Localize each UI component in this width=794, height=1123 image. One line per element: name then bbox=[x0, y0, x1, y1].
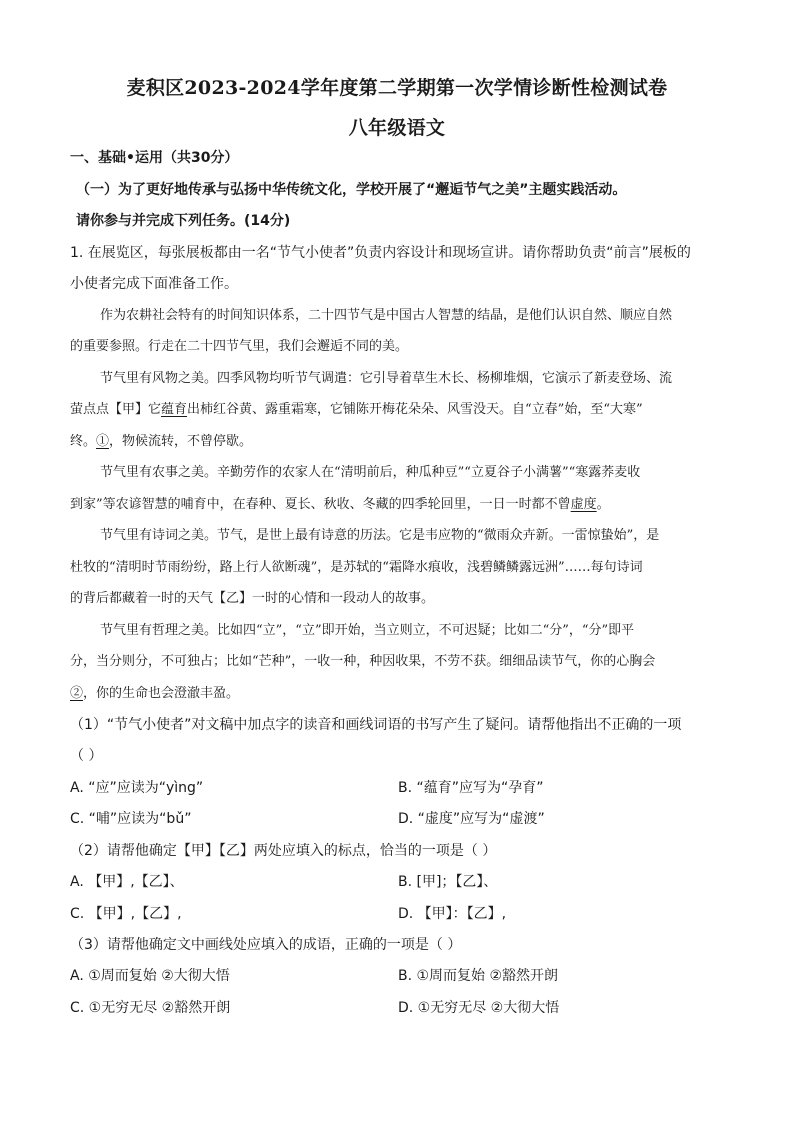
exam-title: 麦积区2023-2024学年度第二学期第一次学情诊断性检测试卷 bbox=[126, 77, 668, 99]
passage-p2-line-2 bbox=[70, 400, 643, 420]
passage-p5-line-3 bbox=[70, 684, 239, 704]
passage-p1-line-2: 的重要参照。行走在二十四节气里，我们会邂逅不同的美。 bbox=[70, 339, 409, 354]
q1-intro-line-1: 1. 在展览区，每张展板都由一名“节气小使者”负责内容设计和现场宣讲。请你帮助负责“前言”展板的 bbox=[70, 245, 691, 261]
passage-text: ，物候流转，不曾停歇。 bbox=[109, 434, 253, 449]
option-b[interactable]: B. [甲]；【乙】、 bbox=[398, 874, 498, 890]
passage-p3-line-2 bbox=[70, 495, 610, 515]
option-d[interactable]: D. “虚度”应写为“虚渡” bbox=[398, 811, 545, 827]
passage-p4-line-3: 的背后都藏着一时的天气【乙】一时的心情和一段动人的故事。 bbox=[70, 591, 435, 606]
option-c[interactable]: C. 【甲】,【乙】, bbox=[70, 906, 182, 922]
option-a[interactable]: A. 【甲】,【乙】、 bbox=[70, 874, 184, 890]
sub-question-1: （1）“节气小使者”对文稿中加点字的读音和画线词语的书写产生了疑问。请帮他指出不正确的一项 bbox=[70, 717, 682, 733]
q1-intro-line-2: 小使者完成下面准备工作。 bbox=[70, 276, 238, 292]
section-heading: 一、基础•运用（共30分） bbox=[70, 150, 239, 166]
passage-text: 萤点点【甲】它 bbox=[70, 402, 162, 417]
option-d[interactable]: D. ①无穷无尽 ②大彻大悟 bbox=[398, 1000, 560, 1016]
option-c[interactable]: C. ①无穷无尽 ②豁然开朗 bbox=[70, 1000, 231, 1016]
passage-text: 终。 bbox=[70, 434, 97, 449]
passage-p4-line-2: 杜牧的“清明时节雨纷纷，路上行人欲断魂”，是苏轼的“霜降水痕收，浅碧鳞鳞露远洲”……每句诗词 bbox=[70, 560, 643, 575]
passage-p2-line-3 bbox=[70, 432, 252, 452]
underlined-word-xudu: 虚度 bbox=[570, 497, 597, 512]
passage-text: ，你的生命也会澄澈丰盈。 bbox=[83, 686, 240, 701]
option-d[interactable]: D. 【甲】：【乙】, bbox=[398, 906, 507, 922]
part-intro-line-2: 请你参与并完成下列任务。(14分) bbox=[76, 213, 291, 229]
passage-p4-line-1: 节气里有诗词之美。节气，是世上最有诗意的历法。它是韦应物的“微雨众卉新。一雷惊蛰始”，是 bbox=[100, 528, 660, 543]
option-c[interactable]: C. “哺”应读为“bǔ” bbox=[70, 811, 192, 827]
option-a[interactable]: A. “应”应读为“yìng” bbox=[70, 780, 204, 796]
passage-text: 。 bbox=[596, 497, 610, 512]
underlined-word-yunyu: 蕴育 bbox=[161, 402, 188, 417]
sub-question-3: （3）请帮他确定文中画线处应填入的成语，正确的一项是（ ） bbox=[70, 937, 462, 953]
option-a[interactable]: A. ①周而复始 ②大彻大悟 bbox=[70, 968, 230, 984]
passage-p3-line-1: 节气里有农事之美。辛勤劳作的农家人在“清明前后，种瓜种豆”“立夏谷子小满薯”“寒露荞麦收 bbox=[100, 465, 641, 480]
sub-question-2: （2）请帮他确定【甲】【乙】两处应填入的标点，恰当的一项是（ ） bbox=[70, 843, 497, 859]
passage-p2-line-1: 节气里有风物之美。四季风物均听节气调遣：它引导着草生木长、杨柳堆烟，它演示了新麦登场、流 bbox=[100, 371, 673, 386]
blank-marker-2: ② bbox=[70, 686, 84, 701]
exam-subject: 八年级语文 bbox=[348, 117, 446, 139]
option-b[interactable]: B. ①周而复始 ②豁然开朗 bbox=[398, 968, 559, 984]
part-intro-line-1: （一）为了更好地传承与弘扬中华传统文化，学校开展了“邂逅节气之美”主题实践活动。 bbox=[76, 182, 627, 198]
passage-p1-line-1: 作为农耕社会特有的时间知识体系，二十四节气是中国古人智慧的结晶，是他们认识自然、顺应自然 bbox=[100, 308, 673, 323]
passage-p5-line-1: 节气里有哲理之美。比如四“立”，“立”即开始，当立则立，不可迟疑；比如二“分”，“分”即平 bbox=[100, 623, 635, 638]
passage-text: 出柿红谷黄、露重霜寒，它铺陈开梅花朵朵、风雪没天。自“立春”始，至“大寒” bbox=[187, 402, 643, 417]
passage-text: 到家”等农谚智慧的哺育中，在春种、夏长、秋收、冬藏的四季轮回里，一日一时都不曾 bbox=[70, 497, 571, 512]
blank-marker-1: ① bbox=[96, 434, 110, 449]
answer-paren: （ ） bbox=[70, 748, 103, 764]
passage-p5-line-2: 分，当分则分，不可独占；比如“芒种”，一收一种，种因收果，不劳不获。细细品读节气，你的心胸会 bbox=[70, 654, 656, 669]
option-b[interactable]: B. “蕴育”应写为“孕育” bbox=[398, 780, 544, 796]
